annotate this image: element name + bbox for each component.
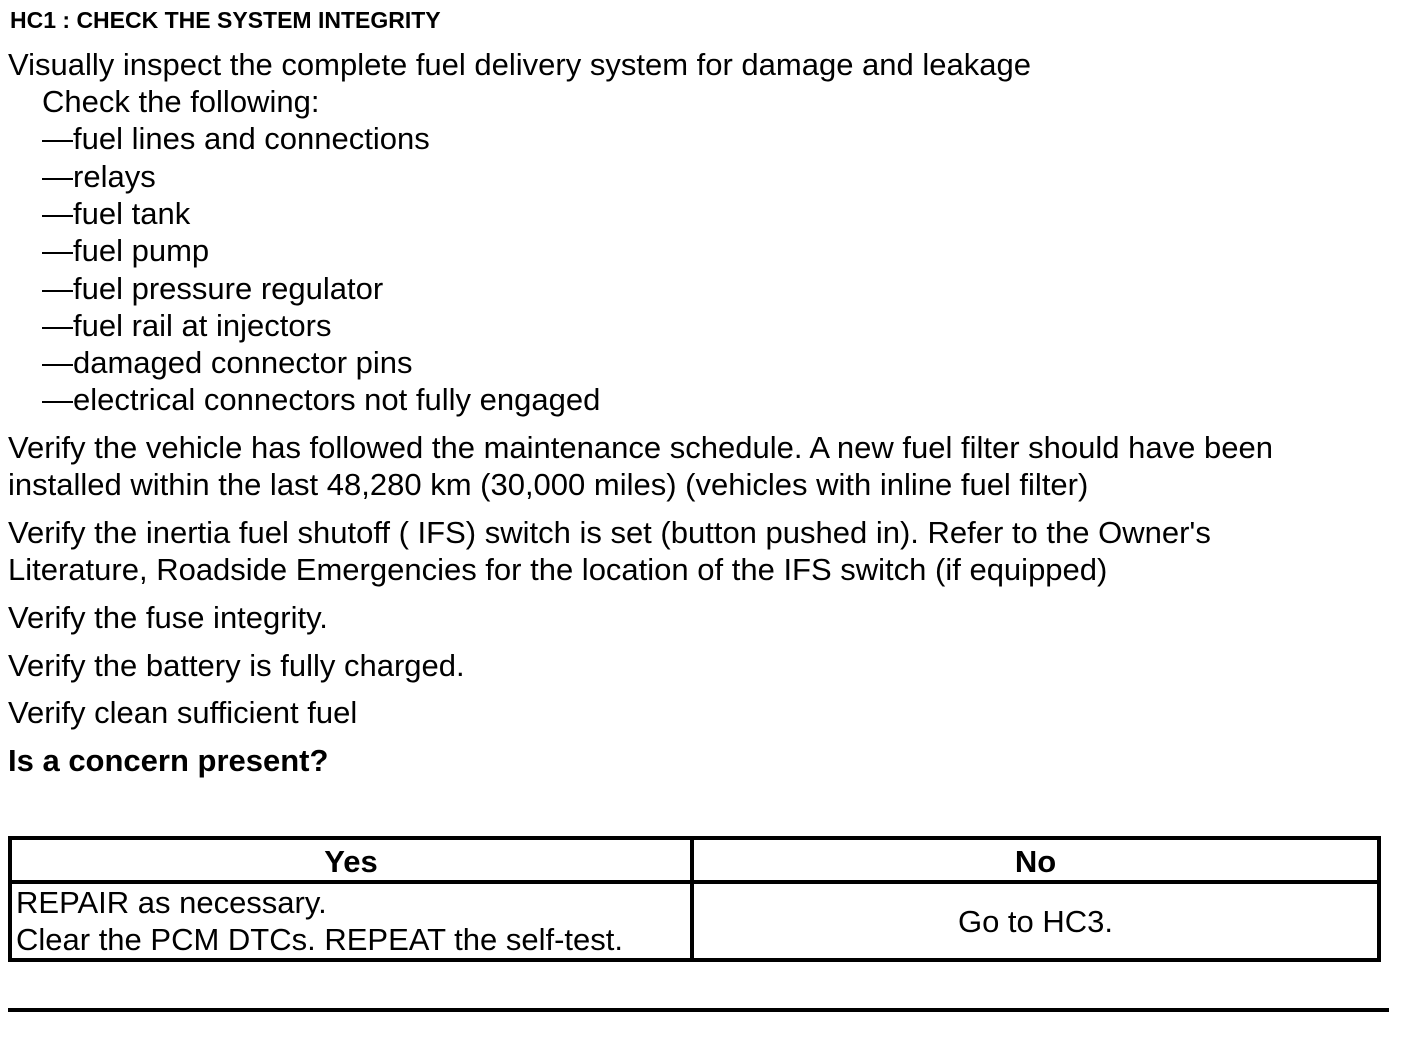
check-item: —relays [42,159,156,194]
result-table [8,836,1381,962]
ifs-line: Literature, Roadside Emergencies for the location of the IFS switch (if equipped) [8,552,1108,587]
yes-header: Yes [10,838,692,882]
check-item: —fuel rail at injectors [42,308,332,343]
check-item: —electrical connectors not fully engaged [42,382,601,417]
check-item: —fuel pressure regulator [42,271,384,306]
intro-text: Visually inspect the complete fuel delivery system for damage and leakage [8,47,1031,82]
fuse-paragraph: Verify the fuse integrity. [8,600,328,635]
step-heading: HC1 : CHECK THE SYSTEM INTEGRITY [10,7,441,33]
concern-question: Is a concern present? [8,743,329,778]
maintenance-line: Verify the vehicle has followed the maintenance schedule. A new fuel filter should have been [8,430,1273,465]
maintenance-line: installed within the last 48,280 km (30,000 miles) (vehicles with inline fuel filter) [8,467,1089,502]
yes-action-cell [10,882,692,960]
bottom-divider [8,1008,1389,1012]
yes-action-line: Clear the PCM DTCs. REPEAT the self-test. [16,922,623,957]
check-label: Check the following: [42,84,320,119]
table-header-row [10,838,1379,882]
yes-action-line: REPAIR as necessary. [16,885,327,920]
check-item: —damaged connector pins [42,345,413,380]
check-item: —fuel pump [42,233,210,268]
check-item: —fuel lines and connections [42,121,430,156]
fuel-paragraph: Verify clean sufficient fuel [8,695,358,730]
check-item: —fuel tank [42,196,191,231]
no-action-cell: Go to HC3. [692,882,1379,960]
table-row [10,882,1379,960]
no-header: No [692,838,1379,882]
ifs-line: Verify the inertia fuel shutoff ( IFS) switch is set (button pushed in). Refer to the Owner's [8,515,1211,550]
battery-paragraph: Verify the battery is fully charged. [8,648,465,683]
